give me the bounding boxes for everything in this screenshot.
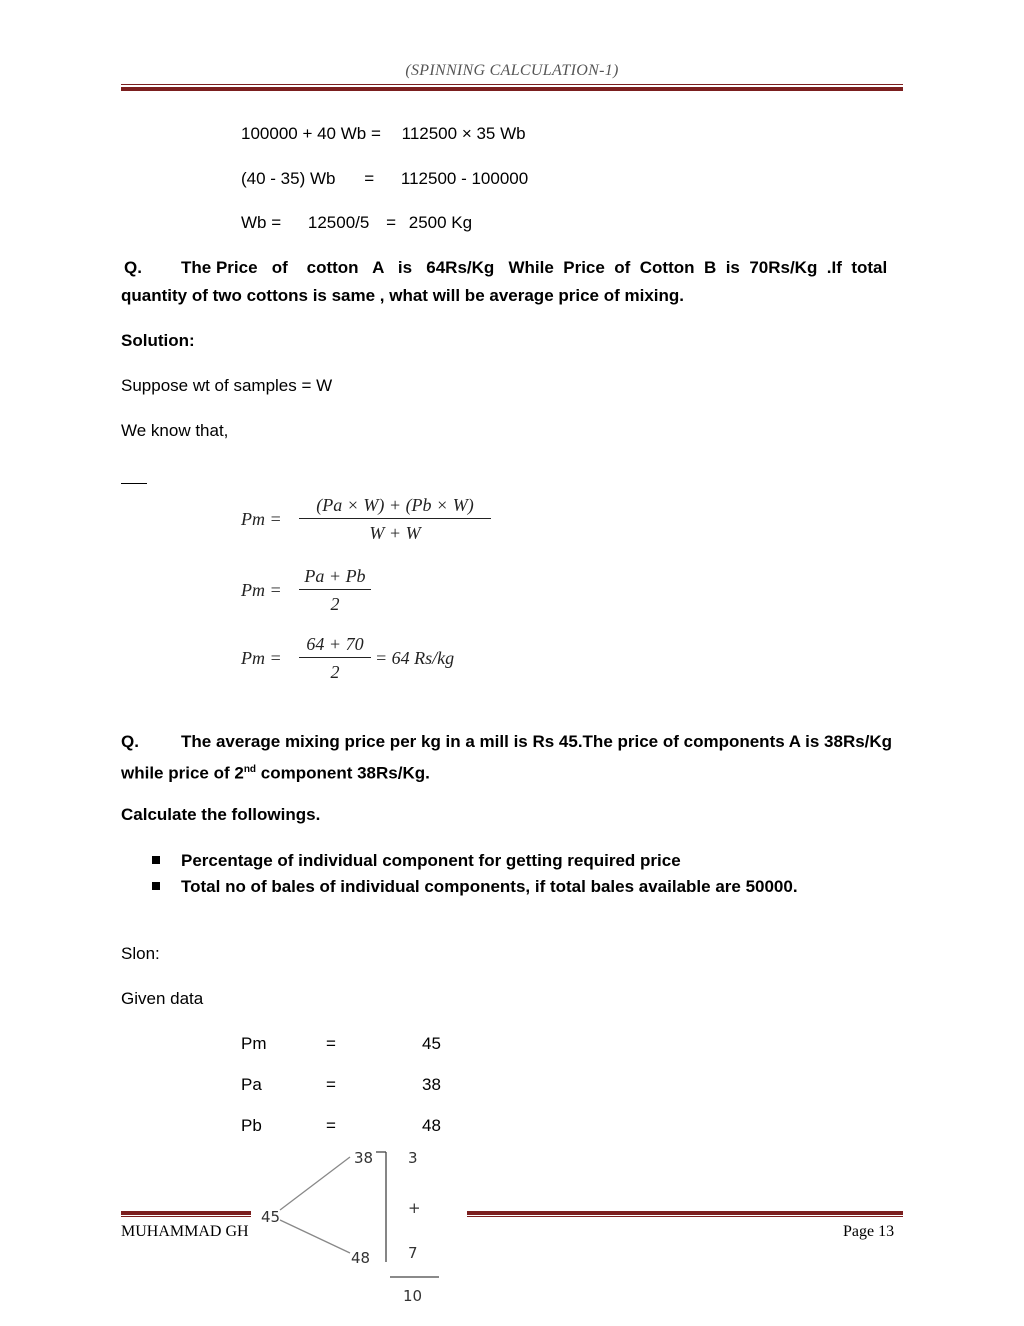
q2-line2-post: component 38Rs/Kg.	[256, 763, 430, 783]
equation-line-2	[241, 169, 528, 189]
given-pa-name: Pa	[241, 1075, 262, 1094]
equation-line-1	[241, 124, 526, 144]
given-pm-value: 45	[422, 1034, 441, 1053]
q2-marker: Q.	[121, 732, 139, 751]
eq2-equals: =	[364, 169, 375, 188]
slon-label: Slon:	[121, 944, 160, 963]
q2-line1: The average mixing price per kg in a mill is Rs 45.The price of components A is 38Rs/Kg	[181, 732, 893, 751]
footer-rule-left-thin	[121, 1216, 251, 1217]
calculate-label: Calculate the followings.	[121, 805, 321, 824]
f1-denominator: W + W	[299, 518, 491, 545]
equation-line-3	[241, 213, 472, 233]
we-know-text: We know that,	[121, 421, 229, 440]
q2-line2	[121, 756, 903, 788]
given-pb-value: 48	[422, 1116, 441, 1135]
bullet-square-2	[152, 882, 160, 890]
f1-lhs: Pm =	[241, 509, 282, 529]
q2-line2-pre: while price of 2	[121, 763, 244, 783]
short-rule	[121, 483, 147, 484]
alligation-right-bottom: 7	[408, 1244, 418, 1262]
header-rule-thin	[121, 84, 903, 85]
footer-rule-right-thin	[467, 1216, 903, 1217]
alligation-bottom: 48	[351, 1249, 371, 1267]
q1-line2: quantity of two cottons is same , what will be average price of mixing.	[121, 286, 685, 305]
suppose-text: Suppose wt of samples = W	[121, 376, 333, 395]
alligation-line-upper	[280, 1157, 350, 1210]
alligation-line-lower	[280, 1220, 350, 1253]
footer-author: MUHAMMAD GH	[121, 1223, 249, 1240]
q1-line1: The Price of cotton A is 64Rs/Kg While Price of Cotton B is 70Rs/Kg .If total	[181, 258, 888, 277]
q1-marker: Q.	[124, 258, 142, 277]
given-pa-value: 38	[422, 1075, 441, 1094]
f2-denominator: 2	[299, 589, 371, 616]
f3-lhs: Pm =	[241, 648, 282, 668]
header-rule-thick	[121, 87, 903, 91]
eq3-mid: 12500/5	[307, 213, 370, 232]
bullet-item-2: Total no of bales of individual components, if total bales available are 50000.	[181, 877, 798, 896]
alligation-right-top: 3	[408, 1149, 418, 1167]
given-pb-eq: =	[326, 1116, 336, 1135]
given-pa-eq: =	[326, 1075, 336, 1094]
given-data-label: Given data	[121, 989, 204, 1008]
q2-line2-sup: nd	[243, 764, 257, 775]
bullet-square-1	[152, 856, 160, 864]
question-1	[121, 254, 903, 310]
eq2-rhs: 112500 - 100000	[400, 169, 529, 188]
f2-fraction	[299, 563, 371, 616]
running-header: (SPINNING CALCULATION-1)	[405, 62, 619, 79]
eq1-rhs: 112500 × 35 Wb	[401, 124, 526, 143]
footer-page-number: Page 13	[843, 1223, 895, 1240]
alligation-plus: +	[408, 1199, 421, 1217]
bullet-item-1: Percentage of individual component for getting required price	[181, 851, 681, 870]
f3-denominator: 2	[299, 657, 371, 684]
f1-fraction	[299, 492, 491, 545]
given-pb-name: Pb	[241, 1116, 262, 1135]
f1-numerator: (Pa × W) + (Pb × W)	[316, 495, 474, 515]
given-pm-eq: =	[326, 1034, 336, 1053]
eq3-lhs: Wb =	[241, 213, 282, 232]
alligation-total: 10	[403, 1287, 423, 1305]
eq1-lhs: 100000 + 40 Wb =	[241, 124, 381, 143]
f2-lhs: Pm =	[241, 580, 282, 600]
f3-numerator: 64 + 70	[306, 634, 364, 654]
alligation-center: 45	[261, 1208, 281, 1226]
footer-rule-right-thick	[467, 1211, 903, 1215]
eq3-rhs: 2500 Kg	[408, 213, 473, 232]
alligation-top: 38	[354, 1149, 374, 1167]
f3-fraction	[299, 631, 371, 684]
question-2	[121, 728, 903, 788]
solution-label: Solution:	[121, 331, 195, 350]
eq3-equals: =	[386, 213, 397, 232]
given-pm-name: Pm	[241, 1034, 267, 1053]
footer-rule-left-thick	[121, 1211, 251, 1215]
f2-numerator: Pa + Pb	[304, 566, 366, 586]
eq2-lhs: (40 - 35) Wb	[241, 169, 336, 188]
f3-result: = 64 Rs/kg	[375, 648, 455, 668]
